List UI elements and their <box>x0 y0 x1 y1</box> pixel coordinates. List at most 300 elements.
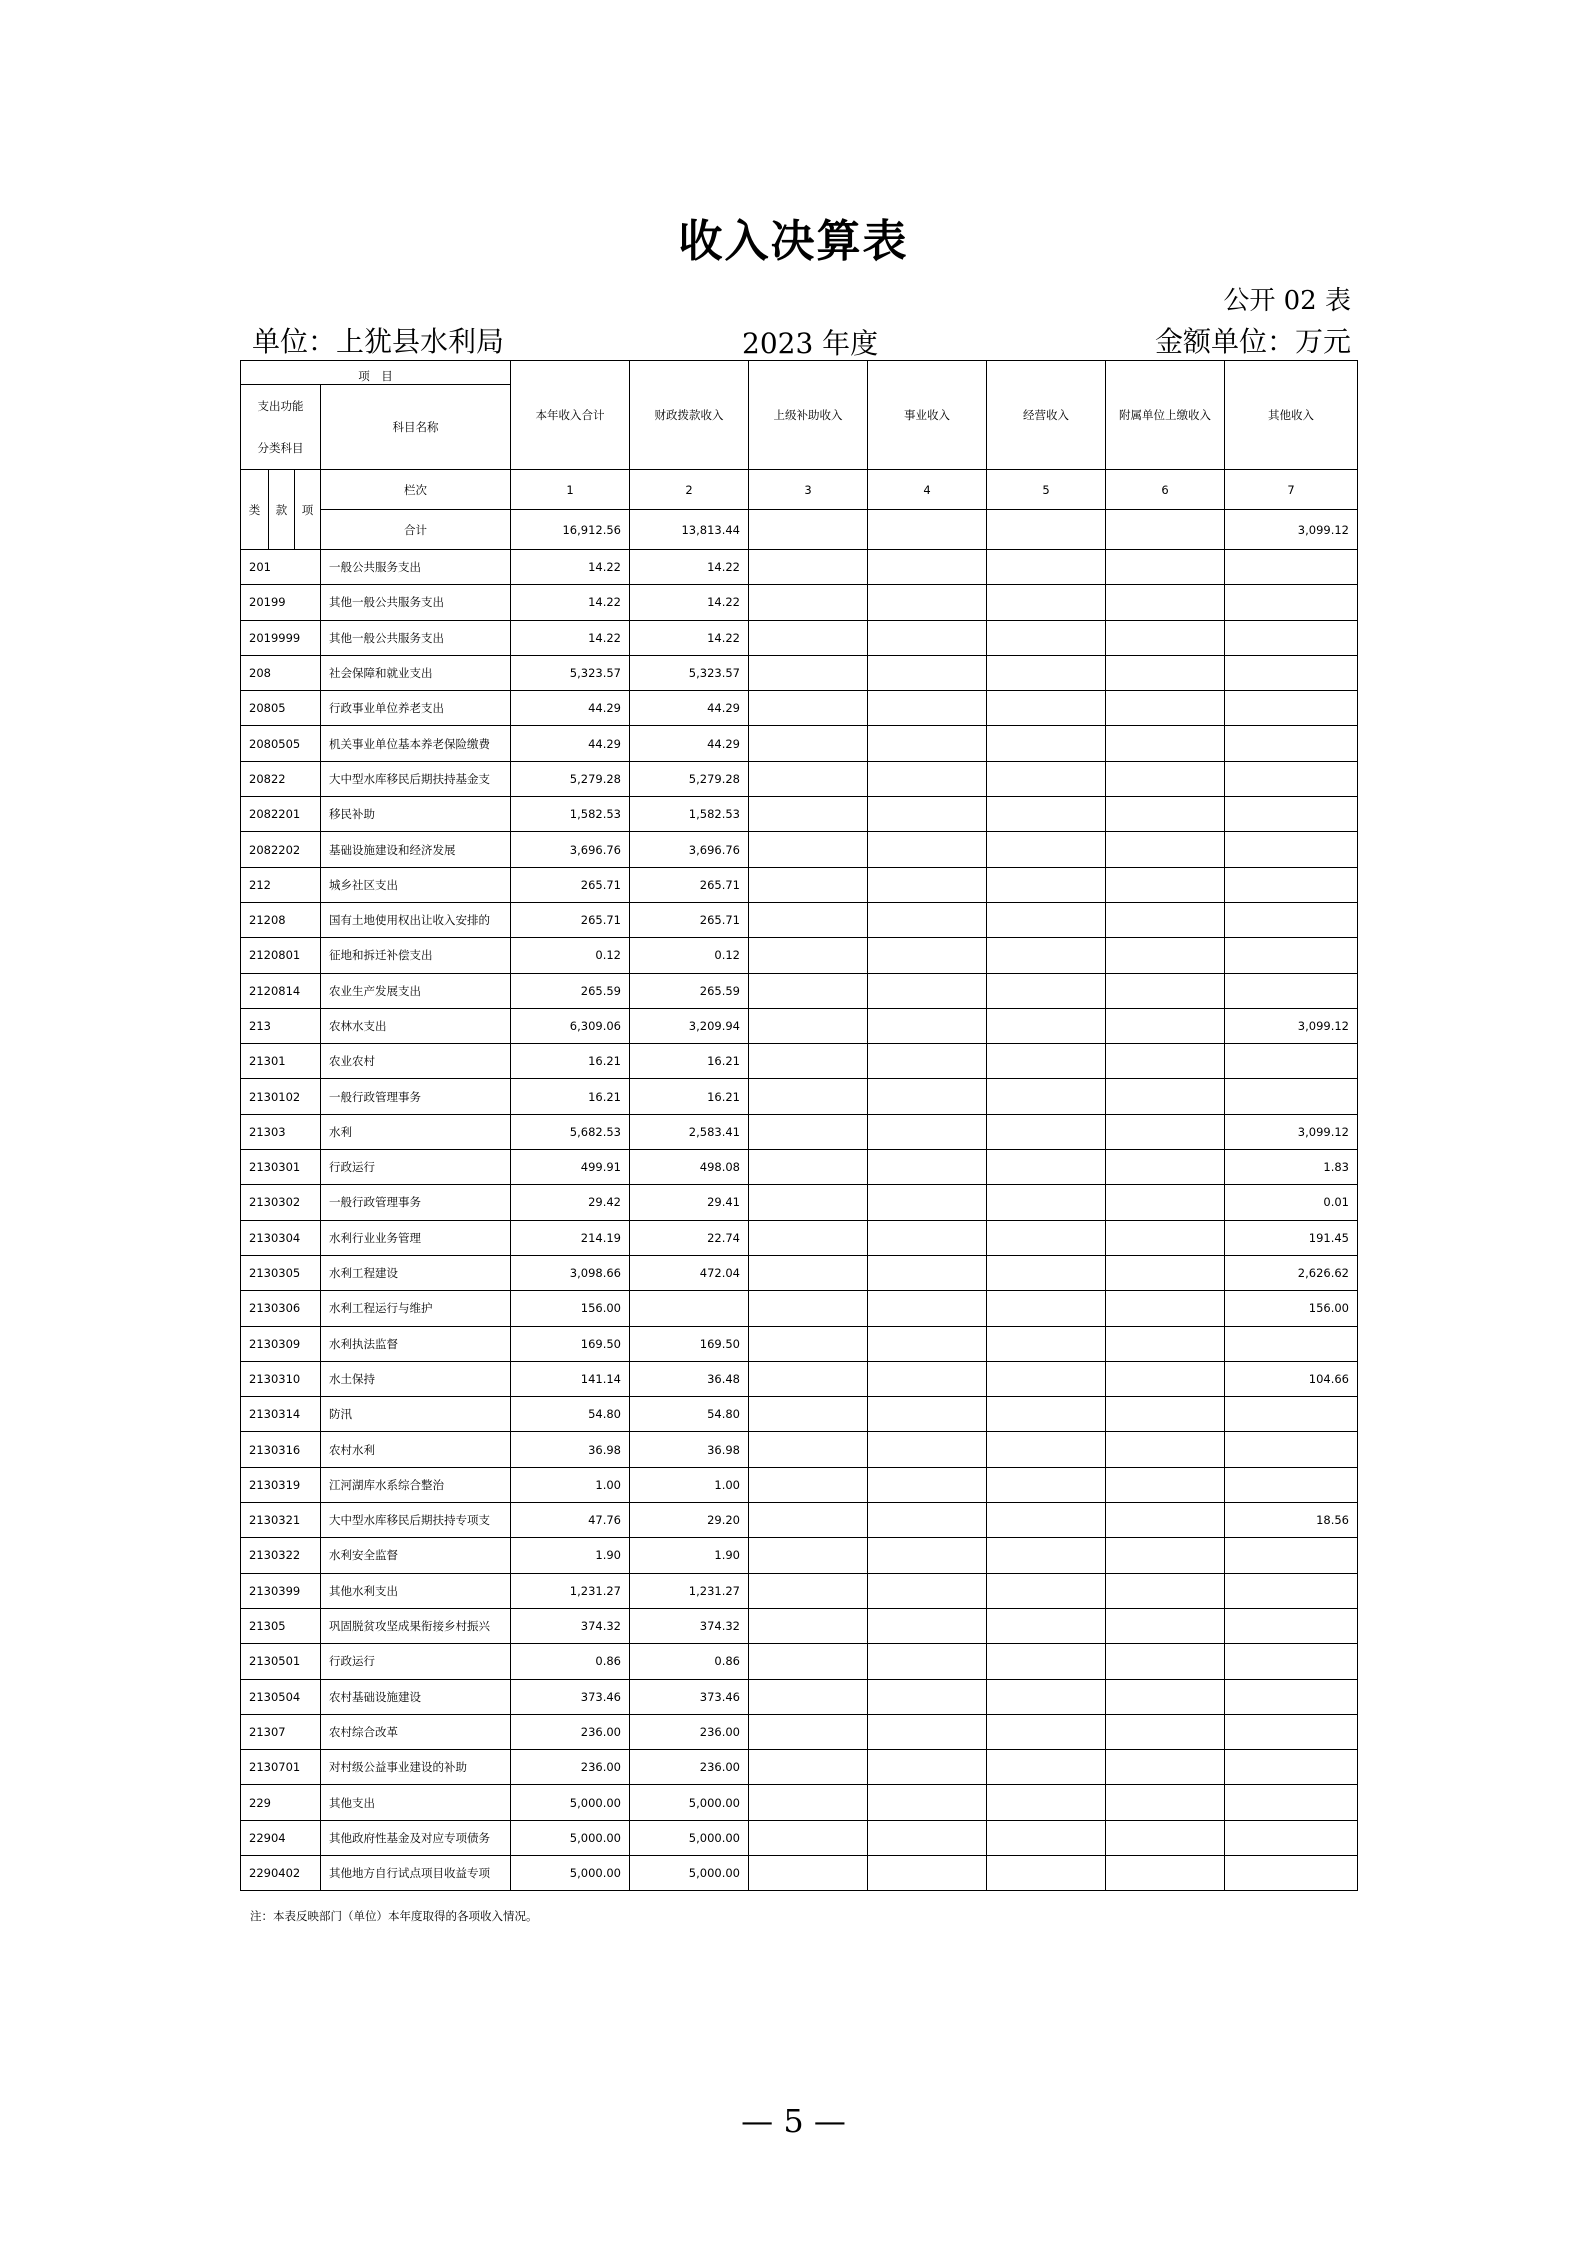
row-subject-name: 对村级公益事业建设的补助 <box>321 1750 511 1785</box>
row-value-col-1: 1.90 <box>511 1538 630 1573</box>
row-code: 2130102 <box>241 1079 321 1114</box>
total-value <box>868 510 987 550</box>
row-value-col-6 <box>1106 1679 1225 1714</box>
row-code: 21305 <box>241 1608 321 1643</box>
row-value-col-5 <box>987 1220 1106 1255</box>
row-subject-name: 行政运行 <box>321 1644 511 1679</box>
row-subject-name: 基础设施建设和经济发展 <box>321 832 511 867</box>
row-value-col-4 <box>868 1855 987 1890</box>
row-value-col-6 <box>1106 1255 1225 1290</box>
row-value-col-4 <box>868 1291 987 1326</box>
row-value-col-4 <box>868 1679 987 1714</box>
row-code: 208 <box>241 655 321 690</box>
col-header-4: 事业收入 <box>868 361 987 470</box>
row-subject-name: 农林水支出 <box>321 1008 511 1043</box>
row-value-col-4 <box>868 1220 987 1255</box>
row-subject-name: 城乡社区支出 <box>321 867 511 902</box>
row-code: 20822 <box>241 761 321 796</box>
row-value-col-2: 236.00 <box>630 1750 749 1785</box>
row-value-col-6 <box>1106 1855 1225 1890</box>
table-row <box>241 938 1358 973</box>
row-value-col-6 <box>1106 726 1225 761</box>
row-value-col-5 <box>987 1503 1106 1538</box>
row-value-col-5 <box>987 1114 1106 1149</box>
header-category-bottom: 分类科目 <box>257 441 304 455</box>
table-row <box>241 1397 1358 1432</box>
row-value-col-2: 236.00 <box>630 1714 749 1749</box>
table-row <box>241 1220 1358 1255</box>
row-value-col-4 <box>868 1503 987 1538</box>
row-value-col-3 <box>749 1044 868 1079</box>
table-row <box>241 1750 1358 1785</box>
row-value-col-7 <box>1225 620 1358 655</box>
row-value-col-4 <box>868 1750 987 1785</box>
row-value-col-7 <box>1225 550 1358 585</box>
row-value-col-5 <box>987 655 1106 690</box>
table-row <box>241 1820 1358 1855</box>
row-value-col-7: 191.45 <box>1225 1220 1358 1255</box>
row-value-col-2: 5,000.00 <box>630 1785 749 1820</box>
row-value-col-2: 0.86 <box>630 1644 749 1679</box>
row-value-col-1: 156.00 <box>511 1291 630 1326</box>
row-code: 2130304 <box>241 1220 321 1255</box>
row-value-col-3 <box>749 1291 868 1326</box>
row-value-col-3 <box>749 1538 868 1573</box>
row-value-col-3 <box>749 761 868 796</box>
header-item-label: 项 目 <box>358 369 393 383</box>
row-value-col-3 <box>749 1185 868 1220</box>
row-value-col-3 <box>749 1855 868 1890</box>
row-value-col-1: 54.80 <box>511 1397 630 1432</box>
row-value-col-7 <box>1225 655 1358 690</box>
row-code: 2290402 <box>241 1855 321 1890</box>
row-value-col-2: 16.21 <box>630 1044 749 1079</box>
row-value-col-1: 169.50 <box>511 1326 630 1361</box>
row-value-col-1: 5,323.57 <box>511 655 630 690</box>
row-value-col-2: 373.46 <box>630 1679 749 1714</box>
row-value-col-7 <box>1225 761 1358 796</box>
unit-label: 单位：上犹县水利局 <box>252 325 505 358</box>
header-xiang: 项 <box>295 470 321 550</box>
row-value-col-7: 18.56 <box>1225 1503 1358 1538</box>
row-value-col-4 <box>868 1361 987 1396</box>
row-value-col-1: 16.21 <box>511 1079 630 1114</box>
row-code: 21301 <box>241 1044 321 1079</box>
row-value-col-2: 1,582.53 <box>630 797 749 832</box>
row-value-col-4 <box>868 1785 987 1820</box>
page-number: — 5 — <box>741 2102 846 2140</box>
row-value-col-1: 373.46 <box>511 1679 630 1714</box>
row-value-col-1: 1,582.53 <box>511 797 630 832</box>
row-value-col-7 <box>1225 1679 1358 1714</box>
row-value-col-2: 1.90 <box>630 1538 749 1573</box>
row-value-col-6 <box>1106 1644 1225 1679</box>
row-value-col-4 <box>868 550 987 585</box>
row-value-col-2: 1,231.27 <box>630 1573 749 1608</box>
col-header-1: 本年收入合计 <box>511 361 630 470</box>
row-value-col-1: 236.00 <box>511 1750 630 1785</box>
row-value-col-6 <box>1106 550 1225 585</box>
table-row <box>241 1432 1358 1467</box>
row-value-col-4 <box>868 1467 987 1502</box>
table-row <box>241 1291 1358 1326</box>
row-value-col-4 <box>868 1573 987 1608</box>
row-value-col-3 <box>749 797 868 832</box>
row-value-col-4 <box>868 1114 987 1149</box>
row-value-col-4 <box>868 1079 987 1114</box>
header-category-top: 支出功能 <box>257 399 304 413</box>
row-subject-name: 巩固脱贫攻坚成果衔接乡村振兴 <box>321 1608 511 1643</box>
row-code: 2130316 <box>241 1432 321 1467</box>
table-row <box>241 1538 1358 1573</box>
row-value-col-2: 5,323.57 <box>630 655 749 690</box>
row-value-col-7: 104.66 <box>1225 1361 1358 1396</box>
row-value-col-3 <box>749 1397 868 1432</box>
row-value-col-5 <box>987 867 1106 902</box>
row-value-col-5 <box>987 1044 1106 1079</box>
row-value-col-6 <box>1106 1714 1225 1749</box>
row-subject-name: 农村基础设施建设 <box>321 1679 511 1714</box>
table-note: 注：本表反映部门（单位）本年度取得的各项收入情况。 <box>250 1909 538 1923</box>
row-value-col-3 <box>749 1150 868 1185</box>
row-value-col-3 <box>749 1326 868 1361</box>
row-subject-name: 水利工程建设 <box>321 1255 511 1290</box>
table-row <box>241 655 1358 690</box>
row-value-col-5 <box>987 973 1106 1008</box>
row-subject-name: 其他一般公共服务支出 <box>321 620 511 655</box>
row-value-col-7: 156.00 <box>1225 1291 1358 1326</box>
row-value-col-5 <box>987 938 1106 973</box>
row-value-col-2: 265.71 <box>630 902 749 937</box>
row-value-col-2: 36.98 <box>630 1432 749 1467</box>
header-lei: 类 <box>241 470 269 550</box>
row-value-col-1: 265.59 <box>511 973 630 1008</box>
row-value-col-4 <box>868 1185 987 1220</box>
row-value-col-2: 22.74 <box>630 1220 749 1255</box>
table-row <box>241 797 1358 832</box>
row-value-col-4 <box>868 1397 987 1432</box>
row-subject-name: 社会保障和就业支出 <box>321 655 511 690</box>
col-number-4: 4 <box>868 470 987 510</box>
row-value-col-5 <box>987 1397 1106 1432</box>
row-value-col-4 <box>868 1255 987 1290</box>
row-value-col-6 <box>1106 1220 1225 1255</box>
row-value-col-7 <box>1225 902 1358 937</box>
row-subject-name: 大中型水库移民后期扶持基金支 <box>321 761 511 796</box>
row-value-col-6 <box>1106 1467 1225 1502</box>
row-code: 2130321 <box>241 1503 321 1538</box>
row-value-col-1: 47.76 <box>511 1503 630 1538</box>
table-row <box>241 1255 1358 1290</box>
header-category <box>241 385 321 470</box>
table-row <box>241 832 1358 867</box>
row-subject-name: 水利行业业务管理 <box>321 1220 511 1255</box>
row-value-col-4 <box>868 1608 987 1643</box>
total-value <box>1106 510 1225 550</box>
row-value-col-5 <box>987 1291 1106 1326</box>
row-subject-name: 水利 <box>321 1114 511 1149</box>
income-table <box>240 360 1358 1891</box>
row-value-col-4 <box>868 1150 987 1185</box>
table-row <box>241 550 1358 585</box>
col-header-6: 附属单位上缴收入 <box>1106 361 1225 470</box>
row-value-col-1: 214.19 <box>511 1220 630 1255</box>
col-number-2: 2 <box>630 470 749 510</box>
table-row <box>241 1079 1358 1114</box>
row-value-col-5 <box>987 1679 1106 1714</box>
row-subject-name: 移民补助 <box>321 797 511 832</box>
row-value-col-3 <box>749 938 868 973</box>
row-value-col-2: 374.32 <box>630 1608 749 1643</box>
row-value-col-4 <box>868 938 987 973</box>
total-value: 3,099.12 <box>1225 510 1358 550</box>
row-subject-name: 其他一般公共服务支出 <box>321 585 511 620</box>
row-value-col-3 <box>749 691 868 726</box>
row-value-col-1: 5,000.00 <box>511 1855 630 1890</box>
total-label: 合计 <box>321 510 511 550</box>
row-value-col-4 <box>868 691 987 726</box>
row-value-col-2: 54.80 <box>630 1397 749 1432</box>
row-code: 2120814 <box>241 973 321 1008</box>
row-value-col-6 <box>1106 1008 1225 1043</box>
row-value-col-5 <box>987 691 1106 726</box>
row-value-col-2: 5,000.00 <box>630 1820 749 1855</box>
row-value-col-6 <box>1106 1397 1225 1432</box>
table-row <box>241 1608 1358 1643</box>
row-value-col-3 <box>749 1008 868 1043</box>
row-value-col-6 <box>1106 902 1225 937</box>
amount-unit-label: 金额单位：万元 <box>1154 325 1351 358</box>
row-value-col-3 <box>749 655 868 690</box>
row-value-col-5 <box>987 1432 1106 1467</box>
row-value-col-3 <box>749 620 868 655</box>
row-value-col-2: 265.71 <box>630 867 749 902</box>
row-value-col-1: 36.98 <box>511 1432 630 1467</box>
row-value-col-7 <box>1225 726 1358 761</box>
row-value-col-7 <box>1225 691 1358 726</box>
row-value-col-4 <box>868 726 987 761</box>
row-value-col-7 <box>1225 1538 1358 1573</box>
row-value-col-5 <box>987 797 1106 832</box>
row-code: 2120801 <box>241 938 321 973</box>
table-row <box>241 902 1358 937</box>
row-value-col-1: 265.71 <box>511 867 630 902</box>
row-value-col-5 <box>987 1185 1106 1220</box>
row-value-col-6 <box>1106 938 1225 973</box>
row-value-col-5 <box>987 1573 1106 1608</box>
row-code: 201 <box>241 550 321 585</box>
row-code: 21307 <box>241 1714 321 1749</box>
row-value-col-4 <box>868 867 987 902</box>
row-subject-name: 农村综合改革 <box>321 1714 511 1749</box>
table-row <box>241 1326 1358 1361</box>
table-row <box>241 1785 1358 1820</box>
row-subject-name: 水利执法监督 <box>321 1326 511 1361</box>
row-subject-name: 大中型水库移民后期扶持专项支 <box>321 1503 511 1538</box>
row-value-col-7 <box>1225 1432 1358 1467</box>
row-value-col-6 <box>1106 761 1225 796</box>
row-value-col-7 <box>1225 867 1358 902</box>
total-value: 16,912.56 <box>511 510 630 550</box>
row-value-col-2: 472.04 <box>630 1255 749 1290</box>
row-value-col-7 <box>1225 1608 1358 1643</box>
row-value-col-5 <box>987 1255 1106 1290</box>
table-row <box>241 1573 1358 1608</box>
row-value-col-7 <box>1225 1855 1358 1890</box>
row-subject-name: 其他水利支出 <box>321 1573 511 1608</box>
row-subject-name: 水利安全监督 <box>321 1538 511 1573</box>
row-value-col-1: 5,279.28 <box>511 761 630 796</box>
fiscal-year: 2023 年度 <box>742 327 879 360</box>
table-row <box>241 1467 1358 1502</box>
row-value-col-2: 1.00 <box>630 1467 749 1502</box>
row-subject-name: 国有土地使用权出让收入安排的 <box>321 902 511 937</box>
row-subject-name: 江河湖库水系综合整治 <box>321 1467 511 1502</box>
row-value-col-3 <box>749 1255 868 1290</box>
row-value-col-6 <box>1106 1326 1225 1361</box>
row-value-col-4 <box>868 1538 987 1573</box>
row-value-col-2: 0.12 <box>630 938 749 973</box>
row-code: 2130306 <box>241 1291 321 1326</box>
row-value-col-3 <box>749 902 868 937</box>
row-subject-name: 一般行政管理事务 <box>321 1079 511 1114</box>
row-subject-name: 防汛 <box>321 1397 511 1432</box>
row-subject-name: 行政运行 <box>321 1150 511 1185</box>
row-value-col-1: 3,696.76 <box>511 832 630 867</box>
row-value-col-3 <box>749 1432 868 1467</box>
row-value-col-5 <box>987 1326 1106 1361</box>
row-value-col-6 <box>1106 1573 1225 1608</box>
col-header-5: 经营收入 <box>987 361 1106 470</box>
col-header-2: 财政拨款收入 <box>630 361 749 470</box>
row-value-col-7 <box>1225 1573 1358 1608</box>
row-value-col-7 <box>1225 973 1358 1008</box>
row-subject-name: 其他地方自行试点项目收益专项 <box>321 1855 511 1890</box>
row-value-col-6 <box>1106 832 1225 867</box>
row-value-col-5 <box>987 1008 1106 1043</box>
total-value <box>987 510 1106 550</box>
row-value-col-3 <box>749 867 868 902</box>
row-value-col-6 <box>1106 620 1225 655</box>
row-value-col-1: 1,231.27 <box>511 1573 630 1608</box>
row-value-col-3 <box>749 1644 868 1679</box>
row-code: 2082201 <box>241 797 321 832</box>
row-subject-name: 征地和拆迁补偿支出 <box>321 938 511 973</box>
row-value-col-7 <box>1225 1785 1358 1820</box>
row-value-col-7 <box>1225 1044 1358 1079</box>
row-value-col-3 <box>749 1220 868 1255</box>
row-value-col-4 <box>868 1008 987 1043</box>
row-code: 2130314 <box>241 1397 321 1432</box>
row-value-col-6 <box>1106 1538 1225 1573</box>
table-row <box>241 1714 1358 1749</box>
row-value-col-6 <box>1106 655 1225 690</box>
row-value-col-6 <box>1106 1079 1225 1114</box>
row-value-col-2: 498.08 <box>630 1150 749 1185</box>
row-value-col-6 <box>1106 1820 1225 1855</box>
row-value-col-6 <box>1106 973 1225 1008</box>
row-subject-name: 农业农村 <box>321 1044 511 1079</box>
row-value-col-1: 0.86 <box>511 1644 630 1679</box>
table-row <box>241 1503 1358 1538</box>
row-value-col-2: 44.29 <box>630 726 749 761</box>
row-value-col-6 <box>1106 797 1225 832</box>
row-code: 20805 <box>241 691 321 726</box>
col-number-5: 5 <box>987 470 1106 510</box>
row-value-col-4 <box>868 1326 987 1361</box>
row-code: 213 <box>241 1008 321 1043</box>
row-value-col-7 <box>1225 1079 1358 1114</box>
row-value-col-3 <box>749 585 868 620</box>
row-value-col-5 <box>987 1750 1106 1785</box>
table-row <box>241 691 1358 726</box>
col-number-3: 3 <box>749 470 868 510</box>
row-value-col-3 <box>749 1114 868 1149</box>
row-value-col-4 <box>868 973 987 1008</box>
row-value-col-2: 5,279.28 <box>630 761 749 796</box>
row-value-col-6 <box>1106 1750 1225 1785</box>
row-subject-name: 农村水利 <box>321 1432 511 1467</box>
row-value-col-1: 265.71 <box>511 902 630 937</box>
row-subject-name: 农业生产发展支出 <box>321 973 511 1008</box>
row-value-col-7 <box>1225 1397 1358 1432</box>
row-value-col-6 <box>1106 1291 1225 1326</box>
row-value-col-1: 44.29 <box>511 691 630 726</box>
row-code: 229 <box>241 1785 321 1820</box>
row-value-col-2: 3,209.94 <box>630 1008 749 1043</box>
table-row <box>241 973 1358 1008</box>
row-value-col-2: 14.22 <box>630 585 749 620</box>
total-value: 13,813.44 <box>630 510 749 550</box>
row-value-col-3 <box>749 1467 868 1502</box>
table-row <box>241 1185 1358 1220</box>
row-value-col-2: 14.22 <box>630 550 749 585</box>
row-value-col-5 <box>987 620 1106 655</box>
row-value-col-2: 44.29 <box>630 691 749 726</box>
row-value-col-5 <box>987 1150 1106 1185</box>
row-subject-name: 其他政府性基金及对应专项债务 <box>321 1820 511 1855</box>
row-value-col-4 <box>868 1432 987 1467</box>
table-row <box>241 1114 1358 1149</box>
row-code: 212 <box>241 867 321 902</box>
row-value-col-6 <box>1106 1185 1225 1220</box>
row-code: 2130322 <box>241 1538 321 1573</box>
row-value-col-3 <box>749 1503 868 1538</box>
row-value-col-6 <box>1106 1150 1225 1185</box>
row-value-col-6 <box>1106 1044 1225 1079</box>
row-value-col-1: 29.42 <box>511 1185 630 1220</box>
header-kuan: 款 <box>269 470 295 550</box>
row-value-col-5 <box>987 1644 1106 1679</box>
col-number-6: 6 <box>1106 470 1225 510</box>
row-value-col-6 <box>1106 585 1225 620</box>
table-row <box>241 1044 1358 1079</box>
row-code: 20199 <box>241 585 321 620</box>
row-code: 2080505 <box>241 726 321 761</box>
row-code: 2019999 <box>241 620 321 655</box>
row-value-col-3 <box>749 550 868 585</box>
row-value-col-7 <box>1225 1750 1358 1785</box>
row-value-col-7: 2,626.62 <box>1225 1255 1358 1290</box>
row-value-col-6 <box>1106 1608 1225 1643</box>
row-value-col-5 <box>987 1855 1106 1890</box>
row-value-col-3 <box>749 832 868 867</box>
row-value-col-7 <box>1225 797 1358 832</box>
col-header-7: 其他收入 <box>1225 361 1358 470</box>
table-row <box>241 761 1358 796</box>
row-subject-name: 一般公共服务支出 <box>321 550 511 585</box>
row-value-col-7 <box>1225 1714 1358 1749</box>
